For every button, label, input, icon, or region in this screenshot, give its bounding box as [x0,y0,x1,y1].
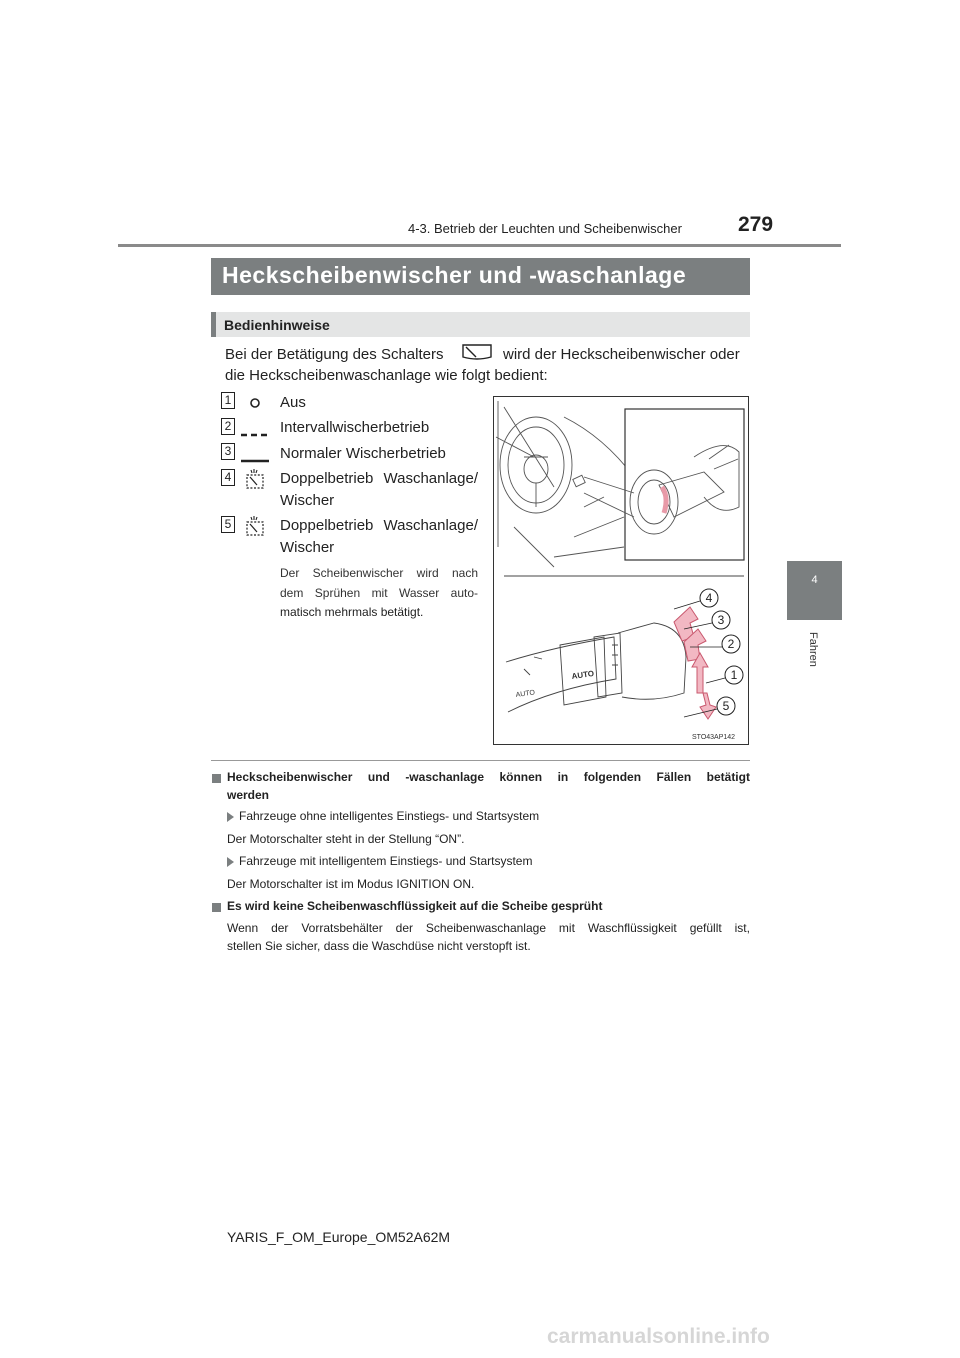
mode-5-label-line1 [280,517,478,534]
body-word: der [271,921,289,935]
mode-2-label: Intervallwischerbetrieb [280,419,430,436]
mode-5-note-line1 [280,566,478,580]
heading-word: Fällen [656,770,692,784]
site-watermark: carmanualsonline.info [547,1325,770,1348]
note-word: Scheibenwischer [312,566,404,580]
callout-label: 1 [730,668,738,682]
mode-4-label-line2: Wischer [280,492,335,509]
note-word: Der [280,566,300,580]
note-word: nach [451,566,478,580]
note-1-heading-line1 [227,770,750,784]
illustration-drawing [494,397,748,744]
heading-word: Heckscheibenwischer [227,770,353,784]
heading-word: in [557,770,569,784]
intro-text-line1-b: wird der Heckscheibenwischer oder [503,346,740,363]
note-word: dem [280,586,304,600]
note-2-body-line1 [227,921,750,935]
lever-auto-label-2: AUTO [515,689,536,699]
note-word: auto- [450,586,478,600]
mode-5-number: 5 [221,516,235,533]
body-word: mit [558,921,575,935]
note-bullet [212,774,221,783]
header-rule [118,244,841,247]
triangle-bullet-icon [227,812,234,822]
body-word: Scheibenwaschanlage [425,921,546,935]
note-word: Wasser [398,586,440,600]
note-2-heading: Es wird keine Scheibenwaschflüssigkeit auf die Scheibe gesprüht [227,899,603,913]
illustration-code: STO43AP142 [692,734,736,741]
rear-wiper-switch-icon [462,343,492,366]
note-bullet [212,903,221,912]
mode-3-number: 3 [221,443,235,460]
mode-5-label-line2: Wischer [280,539,335,556]
chapter-tab-label [805,632,825,692]
heading-word: betätigt [706,770,750,784]
mode-5-label-word: Waschanlage/ [383,517,478,534]
note-1-heading-line2: werden [227,788,270,802]
note-1-item-2-bullet: Fahrzeuge mit intelligentem Einstiegs- und Startsystem [239,854,533,868]
note-word: wird [416,566,439,580]
mode-4-label-line1 [280,470,478,487]
intro-text-line2: die Heckscheibenwaschanlage wie folgt bedient: [225,367,548,384]
heading-word: können [499,770,543,784]
heading-word: und [367,770,390,784]
mode-5-note-line2 [280,586,478,600]
note-word: Sprühen [314,586,361,600]
callout-label: 2 [727,637,735,651]
body-word: Vorratsbehälter [301,921,383,935]
section-breadcrumb: 4-3. Betrieb der Leuchten und Scheibenwischer [408,221,682,236]
mode-5-label-word: Doppelbetrieb [280,517,374,534]
callout-label: 4 [705,591,713,605]
callout-label: 3 [717,613,725,627]
mode-2-number: 2 [221,418,235,435]
mode-1-number: 1 [221,392,235,409]
note-1-item-1-bullet: Fahrzeuge ohne intelligentes Einstiegs- und Startsystem [239,809,540,823]
heading-word: -waschanlage [405,770,485,784]
mode-4-label-word: Waschanlage/ [383,470,478,487]
triangle-bullet-icon [227,857,234,867]
note-1-item-1-text: Der Motorschalter steht in der Stellung “ON”. [227,832,465,846]
callout-label: 5 [722,699,730,713]
washer-spray-icon [244,515,266,542]
washer-spray-icon [244,468,266,495]
chapter-tab[interactable] [787,561,842,620]
mode-4-label-word: Doppelbetrieb [280,470,374,487]
chapter-tab-label-text: Fahren [807,632,819,667]
body-word: ist, [734,921,750,935]
dashed-line-icon [241,424,269,442]
wiper-lever-illustration [493,396,749,745]
mode-1-label: Aus [280,394,306,411]
document-footer-code: YARIS_F_OM_Europe_OM52A62M [227,1229,451,1245]
page-number: 279 [738,213,774,236]
body-word: gefüllt [689,921,722,935]
body-word: Waschflüssigkeit [587,921,677,935]
off-circle-icon [249,396,261,414]
note-1-item-2-text: Der Motorschalter ist im Modus IGNITION ON. [227,877,475,891]
note-word: mit [371,586,388,600]
notes-divider [211,760,750,761]
solid-line-icon [241,450,269,468]
lever-auto-label: AUTO [571,668,595,681]
body-word: Wenn [227,921,259,935]
subsection-title: Bedienhinweise [224,317,330,333]
heading-word: folgenden [583,770,642,784]
page-title: Heckscheibenwischer und -waschanlage [222,262,687,288]
mode-3-label: Normaler Wischerbetrieb [280,445,446,462]
mode-4-number: 4 [221,469,235,486]
mode-5-note-line3: matisch mehrmals betätigt. [280,605,424,619]
chapter-tab-number: 4 [811,574,818,586]
body-word: der [395,921,413,935]
note-2-body-line2: stellen Sie sicher, dass die Waschdüse nicht verstopft ist. [227,939,531,953]
intro-text-line1-a: Bei der Betätigung des Schalters [225,346,444,363]
